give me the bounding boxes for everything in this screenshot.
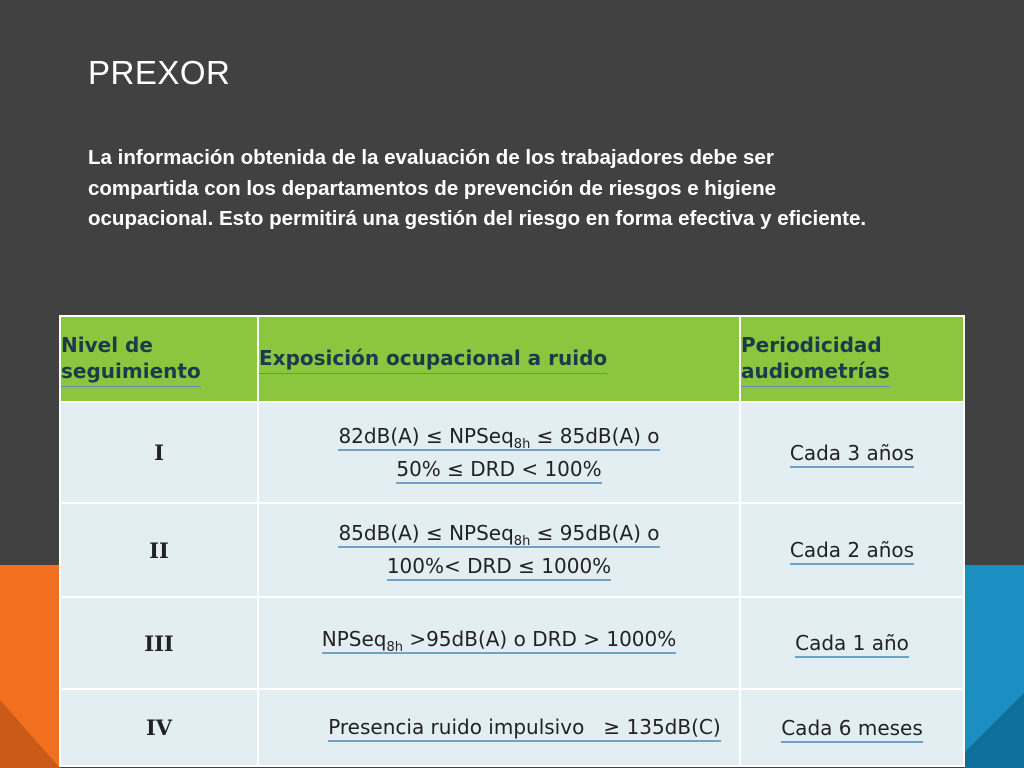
header-period — [740, 316, 964, 402]
period-cell — [740, 503, 964, 597]
exposure-cell — [258, 597, 740, 689]
header-period-line1: Periodicidad — [741, 332, 882, 357]
exposure-text: 82dB(A) ≤ NPSeq — [338, 423, 514, 448]
table-row — [60, 597, 964, 689]
slide-body-text: La información obtenida de la evaluación de los trabajadores debe ser compartida con los departamentos de prevención de riesgos e higiene ocupacional. Esto permitirá una gestión del riesgo en forma efectiva y eficiente. — [88, 146, 867, 230]
level-cell: III — [60, 597, 258, 689]
exposure-subscript: 8h — [513, 534, 531, 549]
slide-title: PREXOR — [88, 54, 231, 91]
table-header-row — [60, 316, 964, 402]
header-exposure — [258, 316, 740, 402]
exposure-cell — [258, 503, 740, 597]
decorative-orange-triangle — [0, 700, 60, 768]
decorative-blue-triangle — [964, 690, 1024, 768]
period-cell — [740, 597, 964, 689]
header-level — [60, 316, 258, 402]
level-cell: I — [60, 402, 258, 503]
period-text: Cada 3 años — [790, 441, 914, 468]
exposure-text-post: ≤ 95dB(A) o — [530, 521, 660, 545]
header-period-line2: audiometrías — [741, 358, 890, 383]
header-level-line2: seguimiento — [61, 358, 201, 383]
level-cell: IV — [60, 689, 258, 766]
exposure-text-line2: 50% ≤ DRD < 100% — [396, 457, 601, 484]
level-cell: II — [60, 503, 258, 597]
table-row — [60, 689, 964, 766]
exposure-text: 85dB(A) ≤ NPSeq — [338, 521, 514, 545]
exposure-text-post: ≤ 85dB(A) o — [530, 423, 660, 448]
monitoring-table — [59, 315, 965, 767]
exposure-cell — [258, 402, 740, 503]
exposure-text-line2: 100%< DRD ≤ 1000% — [387, 554, 611, 581]
period-text: Cada 2 años — [790, 538, 914, 565]
exposure-subscript: 8h — [386, 639, 403, 655]
period-text: Cada 1 año — [795, 631, 909, 658]
exposure-text-post: >95dB(A) o DRD > 1000% — [402, 626, 677, 651]
period-text: Cada 6 meses — [781, 716, 923, 743]
table-row — [60, 402, 964, 503]
header-level-line1: Nivel de — [61, 332, 153, 357]
table-row — [60, 503, 964, 597]
period-cell — [740, 402, 964, 503]
period-cell — [740, 689, 964, 766]
exposure-text: Presencia ruido impulsivo ≥ 135dB(C) — [328, 715, 720, 742]
exposure-subscript: 8h — [513, 436, 531, 452]
header-exposure-label: Exposición ocupacional a ruido — [259, 345, 607, 374]
exposure-text: NPSeq — [321, 626, 387, 651]
exposure-cell — [258, 689, 740, 766]
